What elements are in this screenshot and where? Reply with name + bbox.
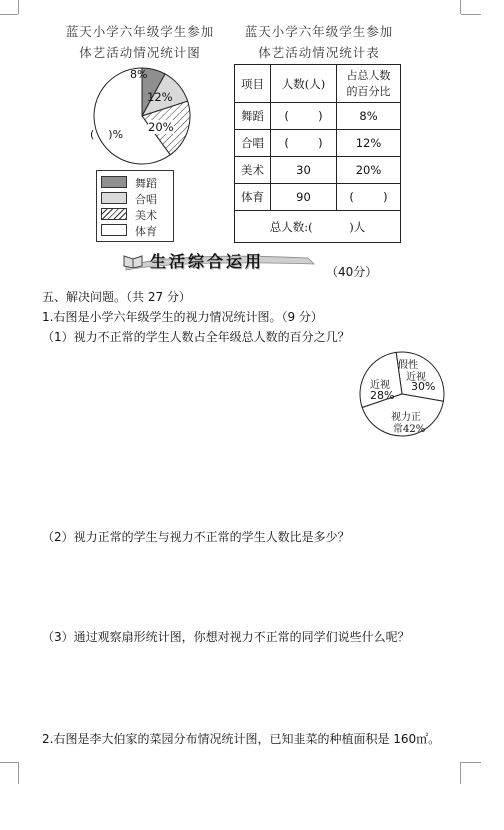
crop-mark xyxy=(18,762,19,784)
table-row xyxy=(235,130,401,157)
table-header: 项目 xyxy=(235,65,271,103)
legend-swatch-hatch xyxy=(101,208,127,220)
legend-swatch-dark xyxy=(101,176,127,188)
table-cell: 12% xyxy=(337,130,401,157)
vision-label-normal-2: 常42% xyxy=(393,424,426,435)
pie-chart-title-line1: 蓝天小学六年级学生参加 xyxy=(65,24,215,39)
pie-label-art: 20% xyxy=(148,120,174,134)
table-cell: 20% xyxy=(337,157,401,184)
question-1-2: （2）视力正常的学生与视力不正常的学生人数比是多少？ xyxy=(42,530,350,544)
stat-table-title-line1: 蓝天小学六年级学生参加 xyxy=(244,24,394,39)
question-1-3: （3）通过观察扇形统计图，你想对视力不正常的同学们说些什么呢？ xyxy=(42,630,410,644)
table-row xyxy=(235,103,401,130)
question-1-1: （1）视力不正常的学生人数占全年级总人数的百分之几？ xyxy=(42,330,350,344)
table-header-row xyxy=(235,65,401,103)
questions-heading: 五、解决问题。（共 27 分） xyxy=(42,290,191,304)
vision-value-myopia: 28% xyxy=(370,389,395,402)
vision-label-pseudo-1: 假性 xyxy=(398,360,418,371)
table-footer-row xyxy=(235,211,401,243)
crop-mark xyxy=(0,762,18,763)
vision-label-myopia: 近视 xyxy=(370,380,390,391)
table-cell: 美术 xyxy=(235,157,271,184)
table-cell: 体育 xyxy=(235,184,271,211)
legend-swatch-white xyxy=(101,224,127,236)
pie-label-dance: 8% xyxy=(130,68,148,81)
table-footer: 总人数:( )人 xyxy=(235,211,401,243)
stat-table xyxy=(234,64,401,243)
table-row xyxy=(235,157,401,184)
table-cell: ( ) xyxy=(271,103,337,130)
crop-mark xyxy=(461,762,481,763)
table-cell: 30 xyxy=(271,157,337,184)
table-cell: ( ) xyxy=(271,130,337,157)
section-banner-score: （40分） xyxy=(326,265,378,279)
pie-label-chorus: 12% xyxy=(147,90,173,104)
pie-label-sports: ( )% xyxy=(90,128,124,141)
pie-chart-title-line2: 体艺活动情况统计图 xyxy=(79,45,201,60)
question-1: 1.右图是小学六年级学生的视力情况统计图。（9 分） xyxy=(42,310,323,324)
crop-mark xyxy=(18,0,19,14)
book-icon xyxy=(122,252,144,268)
legend-label: 体育 xyxy=(135,225,157,238)
table-cell: 舞蹈 xyxy=(235,103,271,130)
legend-label: 合唱 xyxy=(135,193,157,206)
table-header: 人数(人) xyxy=(271,65,337,103)
vision-value-pseudo: 30% xyxy=(411,380,436,393)
crop-mark xyxy=(461,14,481,15)
table-cell: ( ) xyxy=(337,184,401,211)
section-banner-title: 生活综合运用 xyxy=(150,252,265,271)
table-cell: 合唱 xyxy=(235,130,271,157)
vision-label-normal-1: 视力正 xyxy=(391,412,421,423)
crop-mark xyxy=(460,0,461,14)
vision-label-pseudo-2: 近视 xyxy=(406,372,426,383)
table-header: 占总人数的百分比 xyxy=(337,65,401,103)
table-cell: 8% xyxy=(337,103,401,130)
table-row xyxy=(235,184,401,211)
stat-table-title-line2: 体艺活动情况统计表 xyxy=(258,45,380,60)
crop-mark xyxy=(460,762,461,784)
pie-legend xyxy=(96,170,174,242)
crop-mark xyxy=(0,14,18,15)
legend-label: 美术 xyxy=(135,209,157,222)
legend-label: 舞蹈 xyxy=(135,177,157,190)
table-cell: 90 xyxy=(271,184,337,211)
question-2: 2.右图是李大伯家的菜园分布情况统计图，已知韭菜的种植面积是 160㎡。 xyxy=(42,732,441,746)
legend-swatch-light xyxy=(101,192,127,204)
